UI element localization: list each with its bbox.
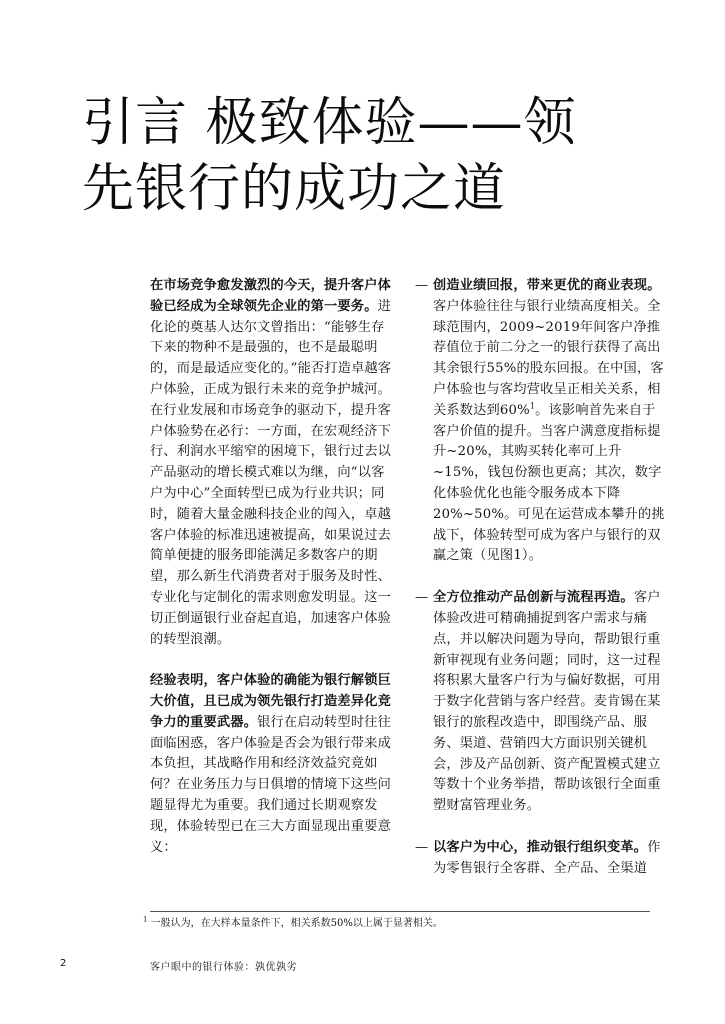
paragraph-2-lead: 经验表明，客户体验的确能为银行解锁巨大价值，且已成为领先银行打造差异化竞争力的重要武器。 — [150, 673, 391, 730]
footnote — [143, 917, 443, 931]
left-column — [150, 276, 396, 858]
footnote-text: 一般认为，在大样本量条件下，相关系数50%以上属于显著相关。 — [150, 918, 443, 929]
paragraph-1 — [150, 276, 396, 650]
footnote-ref: 1 — [529, 401, 536, 411]
item-1-lead: 创造业绩回报，带来更优的商业表现。 — [433, 278, 661, 293]
right-column — [415, 276, 667, 880]
list-item — [415, 588, 667, 817]
item-2-lead: 全方位推动产品创新与流程再造。 — [433, 590, 634, 606]
title-line-2: 先银行的成功之道 — [82, 159, 507, 219]
list-item — [415, 838, 667, 880]
item-3-lead: 以客户为中心，推动银行组织变革。 — [433, 839, 648, 855]
running-title: 客户眼中的银行体验：孰优孰劣 — [150, 962, 297, 973]
footnote-divider — [150, 911, 650, 912]
paragraph-1-lead: 在市场竞争愈发激烈的今天，提升客户体验已经成为全球领先企业的第一要务。 — [150, 278, 391, 314]
paragraph-2-body: 银行在启动转型时往往面临困惑，客户体验是否会为银行带来成本负担，其战略作用和经济效益究竟如何？在业务压力与日俱增的情境下这些问题显得尤为重要。我们通过长期观察发现，体验转型已在三大方面显现出重要意义： — [150, 714, 391, 855]
title-line-1: 引言 极致体验——领 — [82, 93, 577, 153]
item-2-body: 客户体验改进可精确捕捉到客户需求与痛点，并以解决问题为导向，帮助银行重新审视现有业务问题；同时，这一过程将积累大量客户行为与偏好数据，可用于数字化营销与客户经营。麦肯锡在某银行的旅程改造中，即围绕产品、服务、渠道、营销四大方面识别关键机会，涉及产品创新、资产配置模式建立等数十个业务举措，帮助该银行全面重塑财富管理业务。 — [433, 590, 661, 814]
footnote-mark: 1 — [143, 915, 148, 924]
dash-bullet: — — [415, 278, 429, 293]
item-1-body-a: 客户体验往往与银行业绩高度相关。全球范围内，2009~2019年间客户净推荐值位于前二分之一的银行获得了高出其余银行55%的股东回报。在中国，客户体验也与客均营收呈正相关关系，相关系数达到60% — [433, 298, 664, 418]
paragraph-1-body: 进化论的奠基人达尔文曾指出：“能够生存下来的物种不是最强的，也不是最聪明的，而是最适应变化的。”能否打造卓越客户体验，正成为银行未来的竞争护城河。在行业发展和市场竞争的驱动下，提升客户体验势在必行：一方面，在宏观经济下行、利润水平缩窄的困境下，银行过去以产品驱动的增长模式难以为继，向“以客户为中心”全面转型已成为行业共识；同时，随着大量金融科技企业的闯入，卓越客户体验的标准迅速被提高，如果说过去简单便捷的服务即能满足多数客户的期望，那么新生代消费者对于服务及时性、专业化与定制化的需求则愈发明显。这一切正倒逼银行业奋起直追，加速客户体验的转型浪潮。 — [150, 298, 392, 647]
item-1-body-b: 。该影响首先来自于客户价值的提升。当客户满意度指标提升~20%，其购买转化率可上升~15%，钱包份额也更高；其次，数字化体验优化也能令服务成本下降20%~50%。可见在运营成本攀升的挑战下，体验转型可成为客户与银行的双赢之策（见图1）。 — [433, 402, 665, 564]
paragraph-2 — [150, 671, 396, 858]
list-item — [415, 276, 667, 567]
page-number: 2 — [60, 958, 67, 969]
page-title — [82, 90, 702, 222]
item-3-body: 作为零售银行全客群、全产品、全渠道 — [433, 839, 661, 876]
dash-bullet: — — [415, 839, 429, 855]
dash-bullet: — — [415, 590, 429, 606]
